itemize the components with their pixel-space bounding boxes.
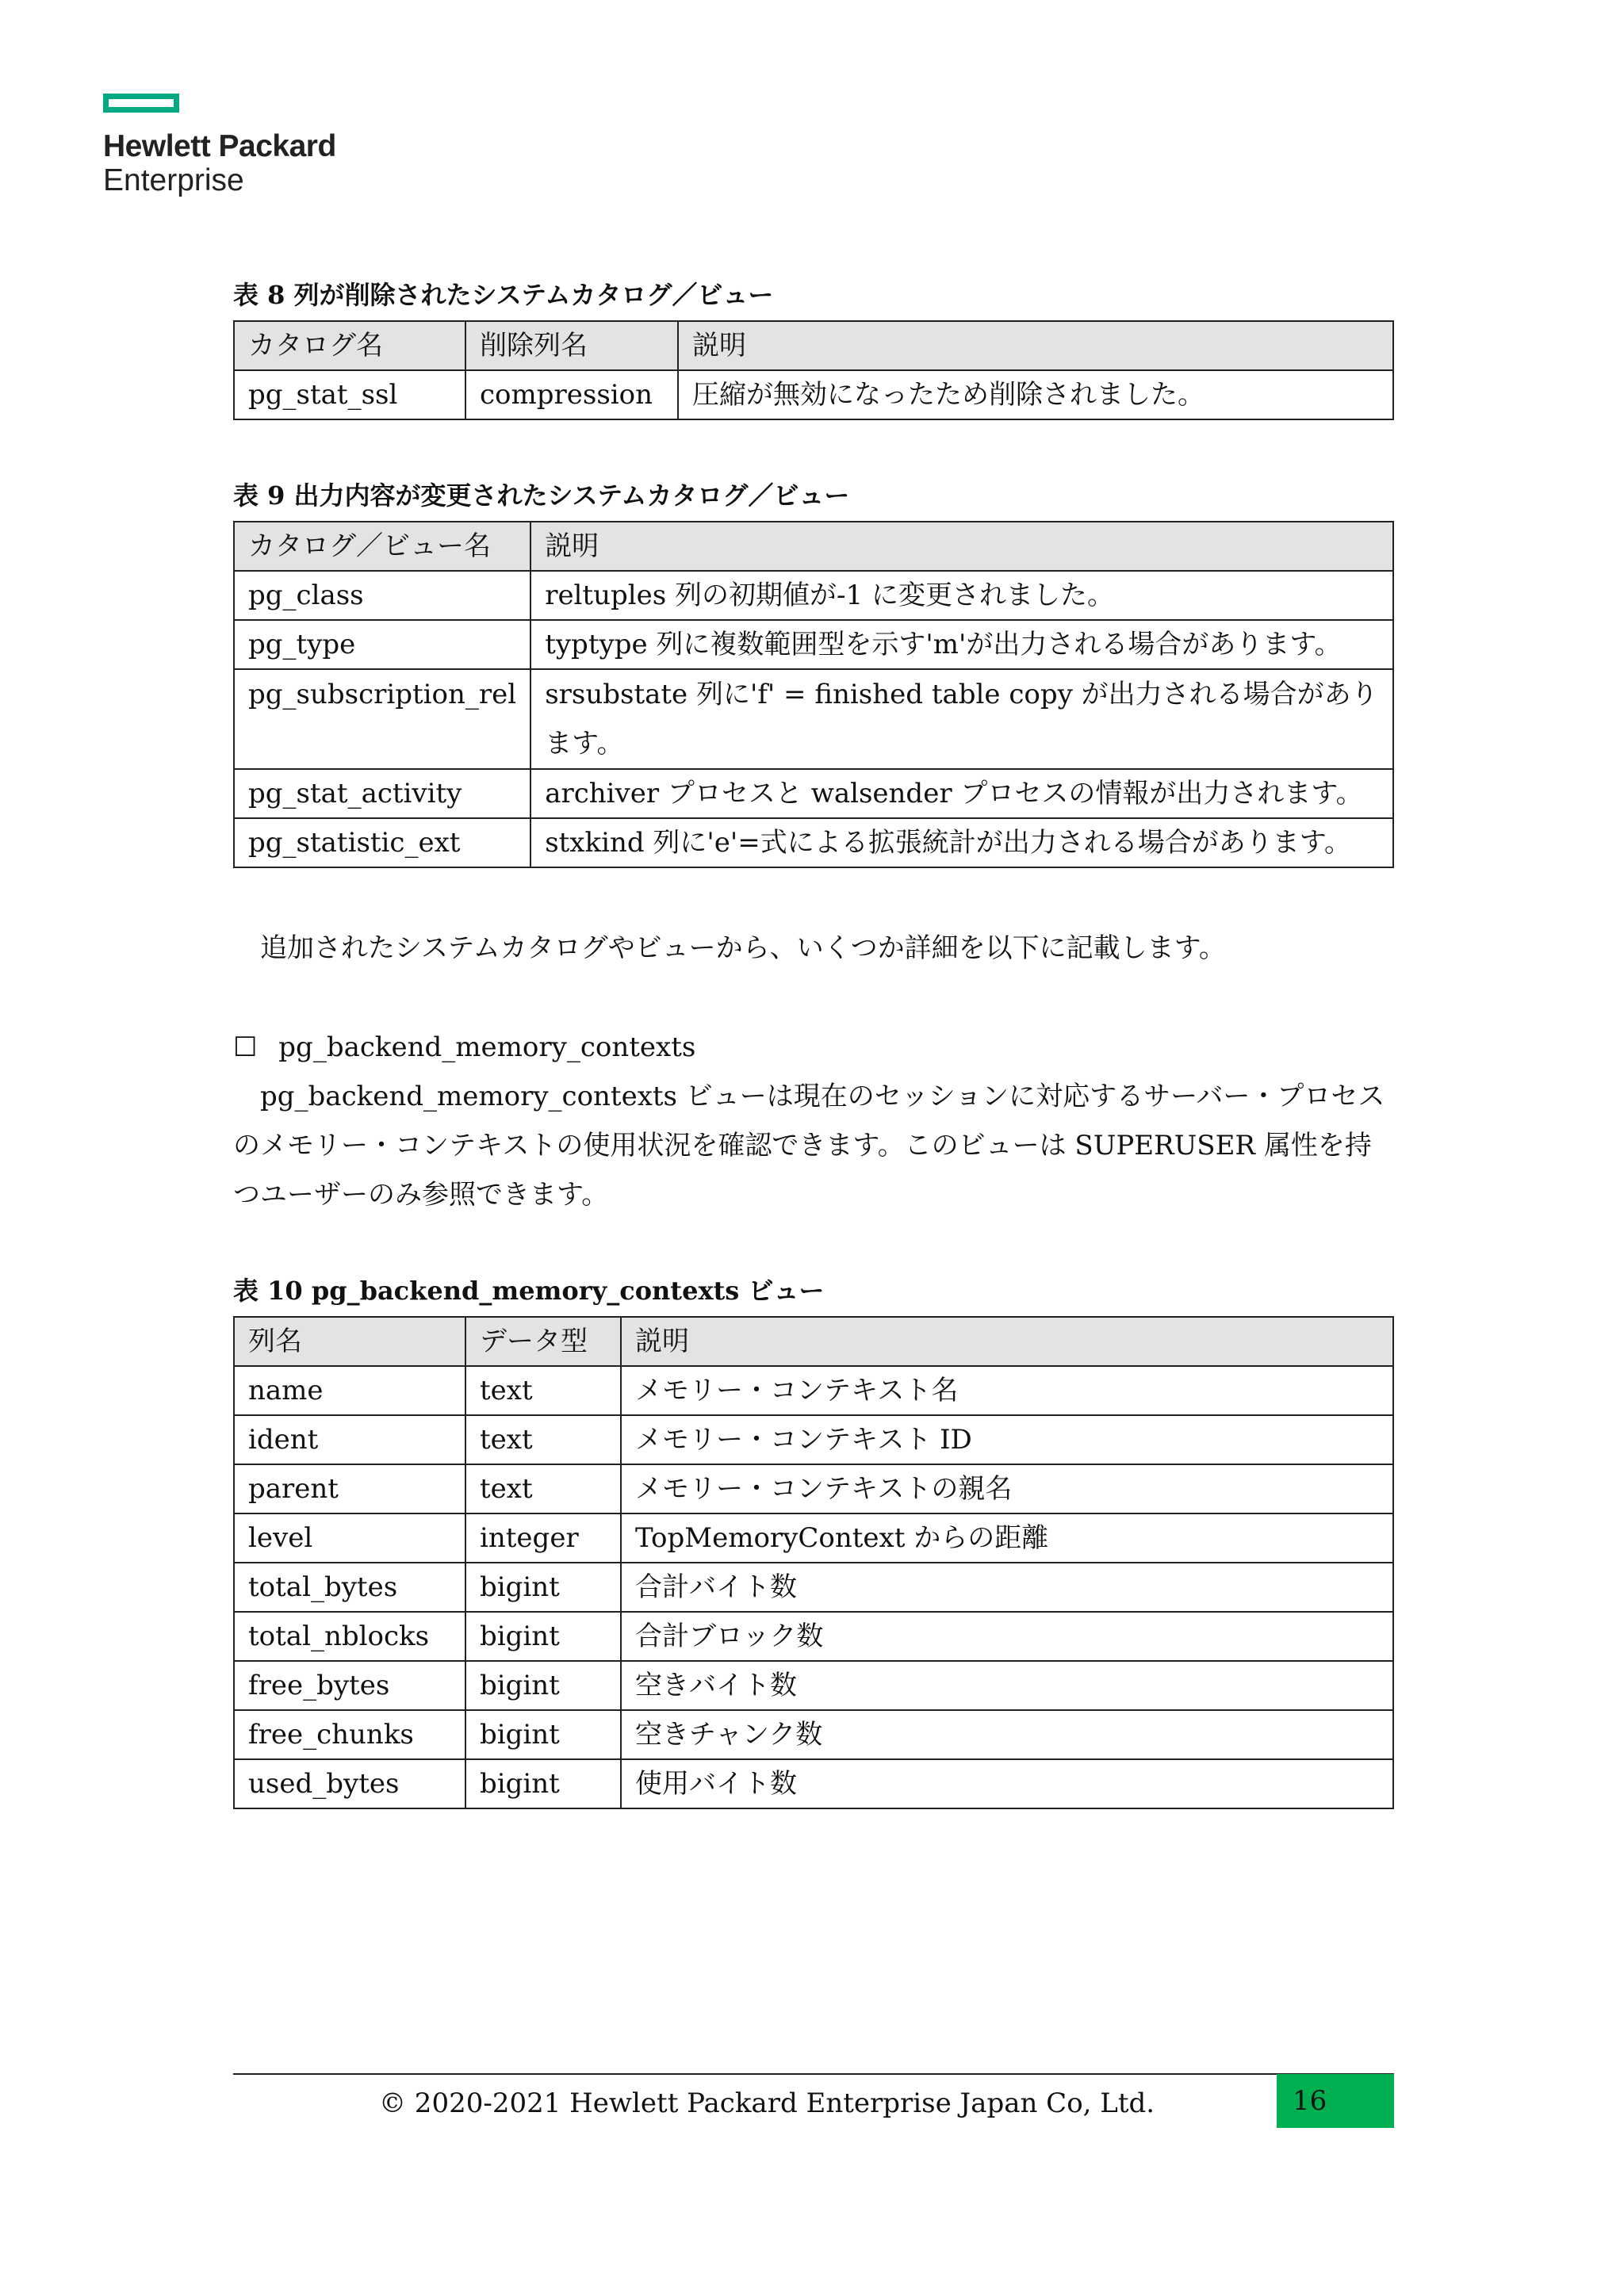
- table-row: [234, 1710, 1393, 1759]
- table8-block: [233, 279, 1394, 420]
- logo-text-line1: Hewlett Packard: [103, 129, 336, 163]
- table-cell: level: [234, 1513, 465, 1563]
- table10-block: [233, 1275, 1394, 1809]
- table-cell: pg_stat_activity: [234, 769, 530, 818]
- footer-copyright: © 2020-2021 Hewlett Packard Enterprise Japan Co, Ltd.: [379, 2087, 1155, 2119]
- table9-block: [233, 480, 1394, 868]
- table-cell: typtype 列に複数範囲型を示す'm'が出力される場合があります。: [530, 620, 1393, 669]
- table-cell: 使用バイト数: [621, 1759, 1393, 1808]
- table-cell: ident: [234, 1415, 465, 1464]
- table-cell: 合計バイト数: [621, 1563, 1393, 1612]
- table-row: [234, 1464, 1393, 1513]
- page-number: 16: [1277, 2074, 1394, 2128]
- table-cell: メモリー・コンテキストの親名: [621, 1464, 1393, 1513]
- table-cell: text: [465, 1366, 621, 1415]
- table-cell: pg_class: [234, 571, 530, 620]
- table9-header-cell: 説明: [530, 522, 1393, 571]
- table8-header-cell: カタログ名: [234, 321, 465, 370]
- table-row: [234, 1759, 1393, 1808]
- table8-header-row: [234, 321, 1393, 370]
- table9: [233, 521, 1394, 868]
- table9-header-row: [234, 522, 1393, 571]
- table-row: [234, 1563, 1393, 1612]
- table9-caption: 表 9 出力内容が変更されたシステムカタログ／ビュー: [233, 480, 850, 511]
- table-row: [234, 818, 1393, 867]
- table-row: [234, 620, 1393, 669]
- table-row: [234, 769, 1393, 818]
- table-row: [234, 1513, 1393, 1563]
- table-cell: total_nblocks: [234, 1612, 465, 1661]
- hpe-logo: [103, 94, 336, 198]
- table8-caption: 表 8 列が削除されたシステムカタログ／ビュー: [233, 280, 774, 310]
- table-cell: compression: [465, 370, 678, 419]
- table-cell: archiver プロセスと walsender プロセスの情報が出力されます。: [530, 769, 1393, 818]
- table-cell: 空きチャンク数: [621, 1710, 1393, 1759]
- table8-header-cell: 説明: [678, 321, 1393, 370]
- section-body: pg_backend_memory_contexts ビューは現在のセッションに対応するサーバー・プロセスのメモリー・コンテキストの使用状況を確認できます。このビューは SUPERUSER 属性を持つユーザーのみ参照できます。: [233, 1081, 1385, 1211]
- table-cell: メモリー・コンテキスト ID: [621, 1415, 1393, 1464]
- table-cell: bigint: [465, 1759, 621, 1808]
- table-cell: TopMemoryContext からの距離: [621, 1513, 1393, 1563]
- table-row: [234, 1661, 1393, 1710]
- table-cell: メモリー・コンテキスト名: [621, 1366, 1393, 1415]
- table-cell: 合計ブロック数: [621, 1612, 1393, 1661]
- logo-text-line2: Enterprise: [103, 163, 244, 197]
- table10: [233, 1316, 1394, 1809]
- table-cell: pg_statistic_ext: [234, 818, 530, 867]
- table10-header-cell: データ型: [465, 1317, 621, 1366]
- table8: [233, 320, 1394, 420]
- table-row: [234, 370, 1393, 419]
- table-cell: free_chunks: [234, 1710, 465, 1759]
- table-row: [234, 1366, 1393, 1415]
- section-title: pg_backend_memory_contexts: [278, 1031, 696, 1063]
- table-cell: reltuples 列の初期値が-1 に変更されました。: [530, 571, 1393, 620]
- footer-divider: [233, 2073, 1394, 2075]
- table-cell: free_bytes: [234, 1661, 465, 1710]
- table-cell: srsubstate 列に'f' = finished table copy が出力される場合があります。: [530, 669, 1393, 769]
- table-cell: 空きバイト数: [621, 1661, 1393, 1710]
- table9-header-cell: カタログ／ビュー名: [234, 522, 530, 571]
- table10-header-cell: 列名: [234, 1317, 465, 1366]
- table8-header-cell: 削除列名: [465, 321, 678, 370]
- table-cell: bigint: [465, 1612, 621, 1661]
- table-cell: pg_stat_ssl: [234, 370, 465, 419]
- table-cell: integer: [465, 1513, 621, 1563]
- table-cell: stxkind 列に'e'=式による拡張統計が出力される場合があります。: [530, 818, 1393, 867]
- intro-paragraph: 追加されたシステムカタログやビューから、いくつか詳細を以下に記載します。: [260, 932, 1226, 964]
- table-cell: used_bytes: [234, 1759, 465, 1808]
- table-cell: 圧縮が無効になったため削除されました。: [678, 370, 1393, 419]
- table-cell: pg_type: [234, 620, 530, 669]
- table-row: [234, 1612, 1393, 1661]
- table-cell: bigint: [465, 1710, 621, 1759]
- table-cell: bigint: [465, 1661, 621, 1710]
- table-cell: parent: [234, 1464, 465, 1513]
- table-cell: bigint: [465, 1563, 621, 1612]
- table10-header-row: [234, 1317, 1393, 1366]
- table10-header-cell: 説明: [621, 1317, 1393, 1366]
- table-cell: total_bytes: [234, 1563, 465, 1612]
- section-heading: [233, 1023, 1394, 1072]
- table-cell: name: [234, 1366, 465, 1415]
- hpe-logo-mark-icon: [103, 94, 179, 113]
- checkbox-icon: ☐: [233, 1031, 258, 1063]
- table-cell: text: [465, 1464, 621, 1513]
- table-cell: pg_subscription_rel: [234, 669, 530, 769]
- table10-caption: 表 10 pg_backend_memory_contexts ビュー: [233, 1276, 825, 1306]
- table-cell: text: [465, 1415, 621, 1464]
- table-row: [234, 1415, 1393, 1464]
- table-row: [234, 669, 1393, 769]
- table-row: [234, 571, 1393, 620]
